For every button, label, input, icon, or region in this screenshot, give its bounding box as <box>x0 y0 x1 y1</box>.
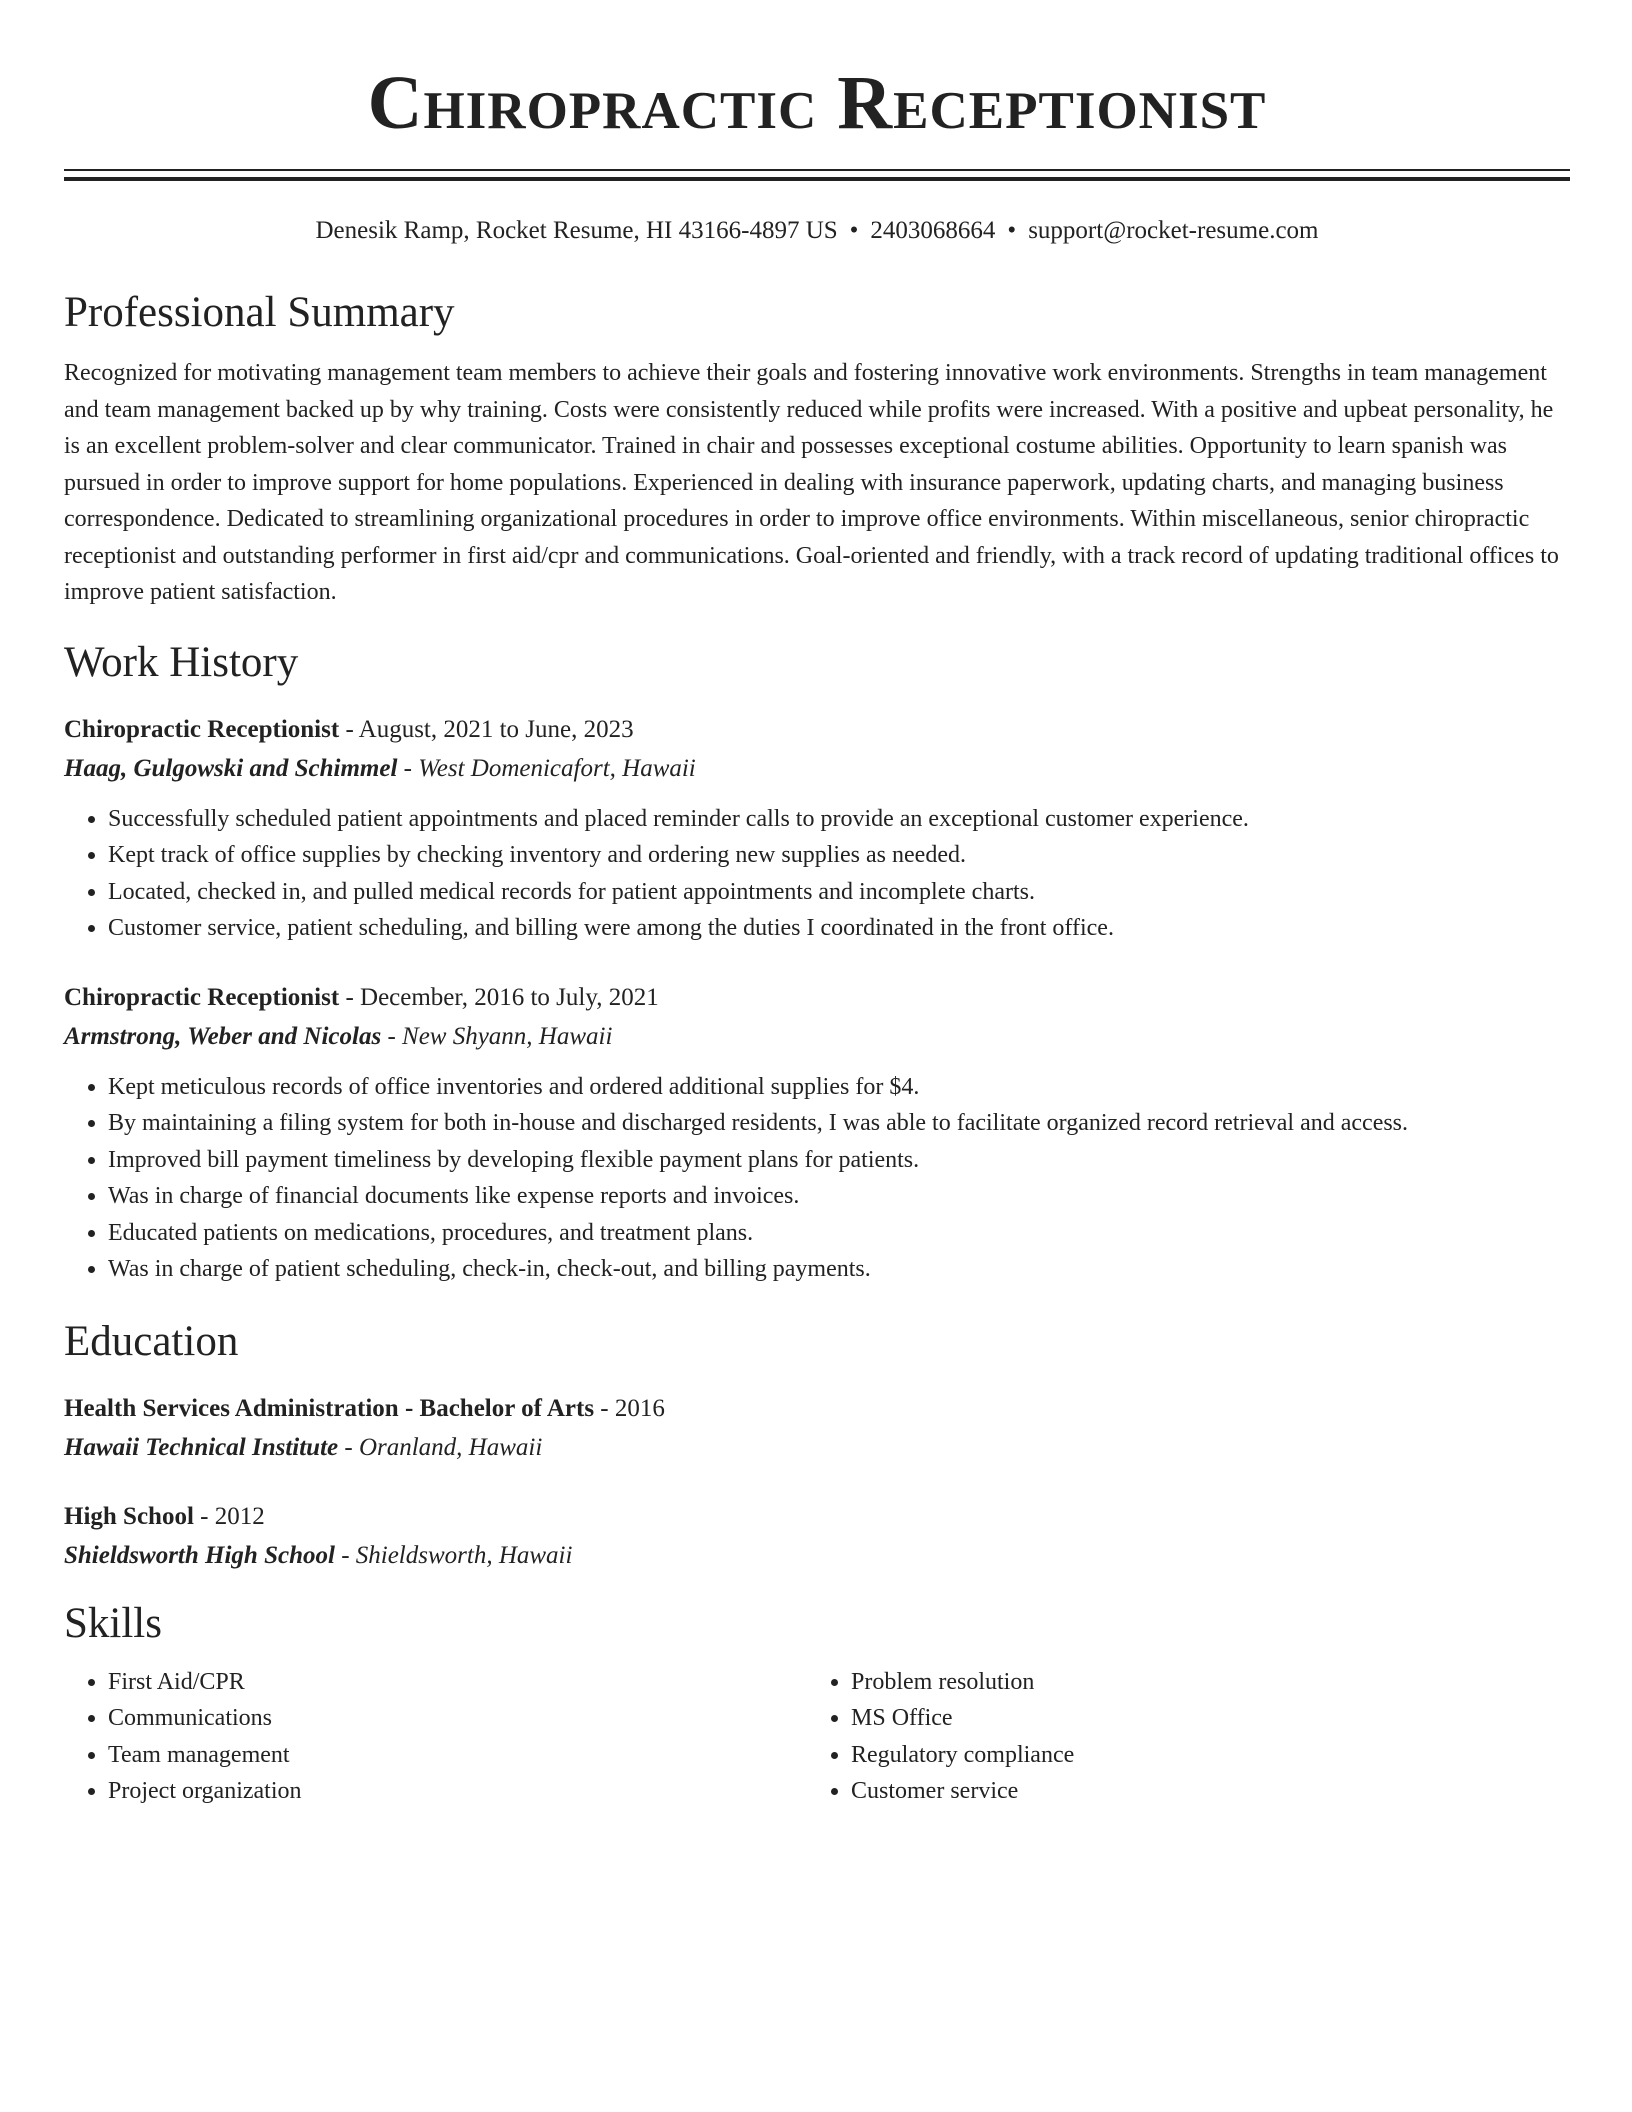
contact-line <box>64 215 1570 247</box>
job-title-line <box>64 979 1570 1017</box>
summary-text: Recognized for motivating management team members to achieve their goals and fostering innovative work environments. Strengths in team management and team management backed up by why training. Costs were consistently reduced while profits were increased. With a positive and upbeat personality, he is an excellent problem-solver and clear communicator. Trained in chair and possesses exceptional costume abilities. Opportunity to learn spanish was pursued in order to improve support for home populations. Experienced in dealing with insurance paperwork, updating charts, and managing business correspondence. Dedicated to streamlining organizational procedures in order to improve office environments. Within miscellaneous, senior chiropractic receptionist and outstanding performer in first aid/cpr and communications. Goal-oriented and friendly, with a track record of updating traditional offices to improve patient satisfaction. <box>64 360 1559 605</box>
resume-page <box>64 0 1570 1810</box>
skills-columns <box>64 1664 1570 1810</box>
education-year: - 2012 <box>200 1502 265 1530</box>
education-heading: Education <box>64 1317 239 1365</box>
contact-phone: 2403068664 <box>870 217 996 244</box>
work-history-heading: Work History <box>64 638 299 686</box>
job-company: Armstrong, Weber and Nicolas <box>64 1022 382 1050</box>
job-bullet: • Improved bill payment timeliness by developing flexible payment plans for patients. <box>108 1142 1570 1179</box>
skill-item: • Communications <box>108 1700 808 1737</box>
education-year: - 2016 <box>600 1394 665 1422</box>
job-bullet: • Successfully scheduled patient appointments and placed reminder calls to provide an exceptional customer experience. <box>108 801 1570 838</box>
job-bullet: • Located, checked in, and pulled medical records for patient appointments and incomplete charts. <box>108 874 1570 911</box>
title-divider-thick <box>64 177 1570 181</box>
job-bullets <box>64 1069 1570 1288</box>
job-bullet: • Kept track of office supplies by checking inventory and ordering new supplies as needed. <box>108 837 1570 874</box>
job-title: Chiropractic Receptionist <box>64 983 340 1011</box>
job-location: - West Domenicafort, Hawaii <box>403 754 696 782</box>
skill-item: • First Aid/CPR <box>108 1664 808 1701</box>
education-degree-line <box>64 1498 1570 1536</box>
skill-item: • Customer service <box>851 1773 1551 1810</box>
education-school-line <box>64 1536 1570 1576</box>
education-location: - Oranland, Hawaii <box>344 1433 543 1461</box>
education-school-line <box>64 1428 1570 1468</box>
education-school: Hawaii Technical Institute <box>64 1433 339 1461</box>
resume-title: Chiropractic Receptionist <box>367 61 1267 145</box>
job-entry <box>64 979 1570 1288</box>
education-location: - Shieldsworth, Hawaii <box>341 1541 573 1569</box>
job-dates: - August, 2021 to June, 2023 <box>345 715 634 743</box>
job-bullet: • Was in charge of financial documents like expense reports and invoices. <box>108 1178 1570 1215</box>
job-bullets <box>64 801 1570 947</box>
contact-email: support@rocket-resume.com <box>1028 217 1319 244</box>
skill-item: • Project organization <box>108 1773 808 1810</box>
job-title-line <box>64 711 1570 749</box>
job-location: - New Shyann, Hawaii <box>387 1022 613 1050</box>
job-bullet: • Kept meticulous records of office inventories and ordered additional supplies for $4. <box>108 1069 1570 1106</box>
skill-item: • Problem resolution <box>851 1664 1551 1701</box>
job-company: Haag, Gulgowski and Schimmel <box>64 754 398 782</box>
job-bullet: • Educated patients on medications, procedures, and treatment plans. <box>108 1215 1570 1252</box>
contact-separator: • <box>849 217 859 244</box>
job-company-line <box>64 749 1570 789</box>
education-entry <box>64 1390 1570 1468</box>
skill-item: • Team management <box>108 1737 808 1774</box>
summary-heading: Professional Summary <box>64 289 455 336</box>
education-degree: High School <box>64 1502 194 1530</box>
job-company-line <box>64 1017 1570 1057</box>
contact-address: Denesik Ramp, Rocket Resume, HI 43166-4897 US <box>315 217 838 244</box>
title-divider-thin <box>64 169 1570 171</box>
education-degree: Health Services Administration - Bachelor of Arts <box>64 1394 595 1422</box>
job-bullet: • Customer service, patient scheduling, and billing were among the duties I coordinated in the front office. <box>108 910 1570 947</box>
education-school: Shieldsworth High School <box>64 1541 335 1569</box>
contact-separator: • <box>1007 217 1017 244</box>
skills-list-left <box>64 1664 808 1810</box>
job-bullet: • Was in charge of patient scheduling, check-in, check-out, and billing payments. <box>108 1251 1570 1288</box>
job-bullet: • By maintaining a filing system for both in-house and discharged residents, I was able to facilitate organized record retrieval and access. <box>108 1105 1570 1142</box>
skill-item: • Regulatory compliance <box>851 1737 1551 1774</box>
job-entry <box>64 711 1570 947</box>
skill-item: • MS Office <box>851 1700 1551 1737</box>
skills-list-right <box>808 1664 1551 1810</box>
skills-heading: Skills <box>64 1599 162 1647</box>
job-title: Chiropractic Receptionist <box>64 715 340 743</box>
job-dates: - December, 2016 to July, 2021 <box>345 983 659 1011</box>
education-degree-line <box>64 1390 1570 1428</box>
education-entry <box>64 1498 1570 1576</box>
